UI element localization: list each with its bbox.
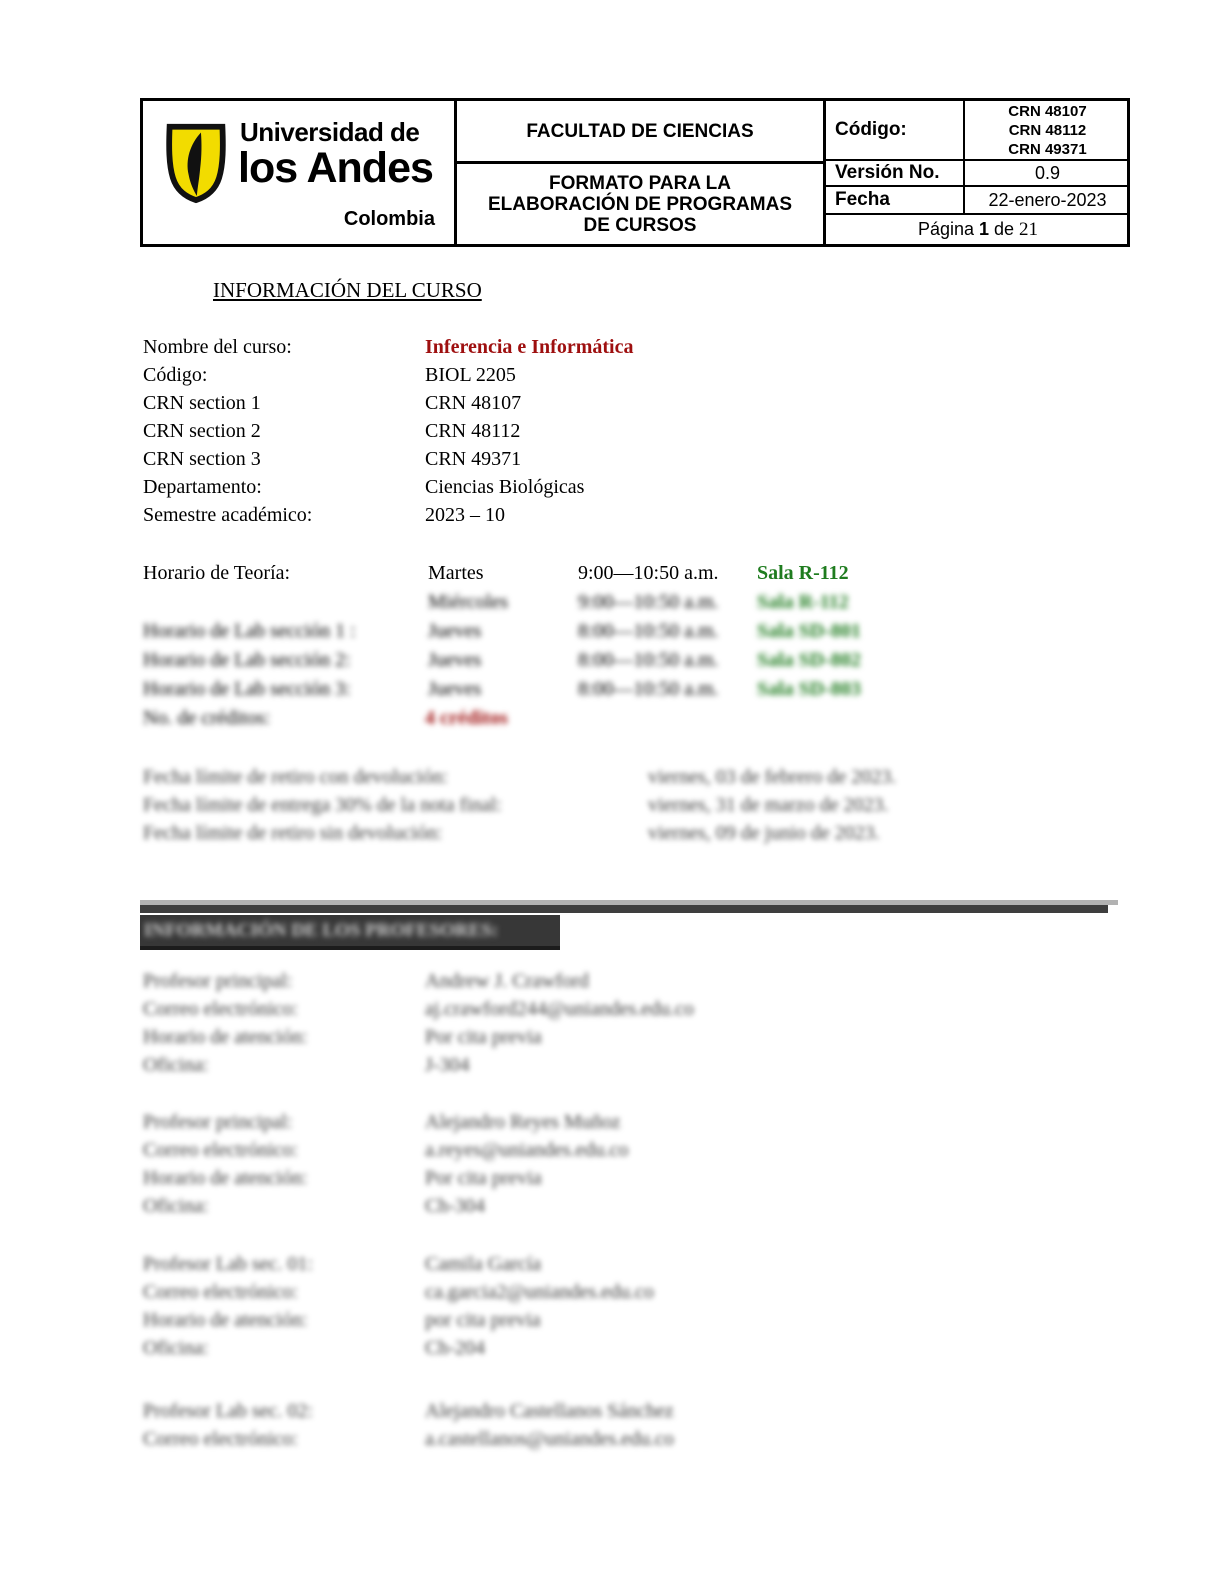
format-title: FORMATO PARA LA ELABORACIÓN DE PROGRAMAS DE CURSOS [487,172,792,236]
section-heading-course-info: INFORMACIÓN DEL CURSO [213,278,482,302]
prof-label: Oficina: [143,1195,209,1217]
field-label: Nombre del curso: [143,336,292,358]
deadline-label: Fecha límite de retiro sin devolución: [143,822,443,844]
schedule-room: Sala SD-803 [757,678,861,700]
header-table [140,98,1130,247]
logo-text-line3: Colombia [343,208,435,230]
page-word: Página [917,219,974,239]
prof-label: Oficina: [143,1337,209,1359]
field-label: Departamento: [143,476,262,498]
field-value: CRN 48107 [425,392,522,414]
field-label: CRN section 3 [143,448,261,470]
field-value: CRN 48112 [425,420,521,442]
schedule-time: 8:00—10:50 a.m. [578,678,719,700]
prof-value: Alejandro Reyes Muñoz [425,1111,621,1133]
prof-value: Alejandro Castellanos Sánchez [425,1400,674,1422]
codigo-label: Código: [826,101,965,161]
prof-label: Oficina: [143,1054,209,1076]
fecha-label: Fecha [826,187,965,215]
schedule-day: Jueves [428,649,482,671]
logo-cell [143,101,457,244]
field-value: Ciencias Biológicas [425,476,585,498]
field-label: CRN section 1 [143,392,261,414]
schedule-room: Sala R-112 [757,562,849,584]
faculty-cell [457,101,823,164]
schedule-time: 8:00—10:50 a.m. [578,649,719,671]
field-value: CRN 49371 [425,448,522,470]
prof-label: Profesor principal: [143,970,293,992]
schedule-label: Horario de Lab sección 1 : [143,620,356,642]
prof-label: Horario de atención: [143,1309,308,1331]
logo-text-line1: Universidad de [240,117,420,147]
field-label: Semestre académico: [143,504,313,526]
uniandes-shield-icon [163,121,229,205]
header-meta-cell [823,101,1127,244]
course-name-value: Inferencia e Informática [425,336,634,358]
schedule-day: Jueves [428,678,482,700]
prof-label: Correo electrónico: [143,1281,298,1303]
deadline-value: viernes, 09 de junio de 2023. [648,822,880,844]
schedule-room: Sala SD-801 [757,620,861,642]
deadline-value: viernes, 03 de febrero de 2023. [648,766,897,788]
schedule-time: 9:00—10:50 a.m. [578,562,719,584]
prof-value: a.castellanos@uniandes.edu.co [425,1428,674,1450]
deadline-label: Fecha límite de retiro con devolución: [143,766,448,788]
field-value: BIOL 2205 [425,364,516,386]
prof-value: ca.garcia2@uniandes.edu.co [425,1281,654,1303]
logo-text-line2: los Andes [238,144,433,192]
prof-label: Profesor principal: [143,1111,293,1133]
prof-value: Camila García [425,1253,542,1275]
version-value: 0.9 [965,161,1130,187]
schedule-day: Jueves [428,620,482,642]
prof-label: Profesor Lab sec. 02: [143,1400,313,1422]
schedule-room: Sala SD-802 [757,649,861,671]
section-rule-dark [140,905,1108,913]
prof-value: Por cita previa [425,1026,542,1048]
prof-value: J-304 [425,1054,470,1076]
section-heading-professors-box [140,915,560,950]
crn-2: CRN 48112 [1008,121,1087,139]
prof-value: Andrew J. Crawford [425,970,589,992]
prof-label: Profesor Lab sec. 01: [143,1253,313,1275]
schedule-label: Horario de Lab sección 2: [143,649,351,671]
prof-label: Horario de atención: [143,1167,308,1189]
prof-label: Correo electrónico: [143,998,298,1020]
page-total: 21 [1019,218,1039,240]
prof-value: a.reyes@uniandes.edu.co [425,1139,629,1161]
field-value: 2023 – 10 [425,504,505,526]
deadline-label: Fecha límite de entrega 30% de la nota final: [143,794,502,816]
field-label: CRN section 2 [143,420,261,442]
schedule-day: Miércoles [428,591,508,613]
page-middle: de [994,219,1015,239]
prof-label: Horario de atención: [143,1026,308,1048]
crn-1: CRN 48107 [1008,102,1087,120]
credits-value: 4 créditos [425,707,508,729]
schedule-label: Horario de Lab sección 3: [143,678,351,700]
prof-value: Por cita previa [425,1167,542,1189]
prof-label: Correo electrónico: [143,1139,298,1161]
section-heading-professors: INFORMACIÓN DE LOS PROFESORES: [144,919,499,941]
schedule-label: Horario de Teoría: [143,562,291,584]
page-indicator [826,215,1130,244]
prof-value: aj.crawford244@uniandes.edu.co [425,998,694,1020]
credits-label: No. de créditos: [143,707,271,729]
schedule-day: Martes [428,562,484,584]
faculty-title: FACULTAD DE CIENCIAS [526,120,754,142]
prof-value: Ch-304 [425,1195,485,1217]
schedule-time: 8:00—10:50 a.m. [578,620,719,642]
prof-label: Correo electrónico: [143,1428,298,1450]
prof-value: Ch-204 [425,1337,485,1359]
format-cell [457,164,823,244]
schedule-time: 9:00—10:50 a.m. [578,591,719,613]
prof-value: por cita previa [425,1309,541,1331]
schedule-room: Sala R-112 [757,591,849,613]
fecha-value: 22-enero-2023 [965,187,1130,215]
page-number: 1 [979,219,990,239]
version-label: Versión No. [826,161,965,187]
codigo-values [965,101,1130,161]
field-label: Código: [143,364,208,386]
deadline-value: viernes, 31 de marzo de 2023. [648,794,889,816]
crn-3: CRN 49371 [1008,140,1087,158]
